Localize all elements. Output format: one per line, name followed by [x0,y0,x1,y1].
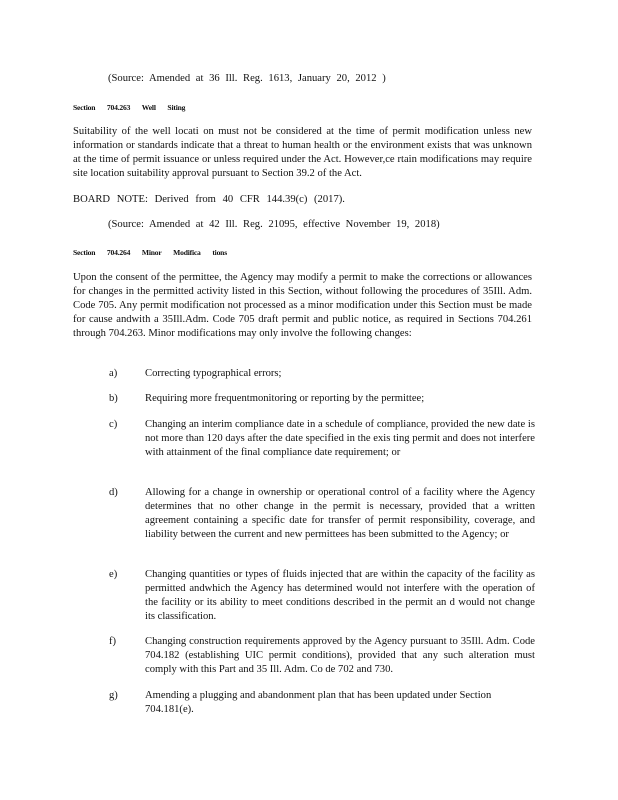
source-note-2: (Source: Amended at 42 Ill. Reg. 21095, effective November 19, 2018) [108,219,440,230]
list-item-label: g) [109,690,118,701]
section-title: Minor Modifica tions [141,248,227,257]
source-note-1: (Source: Amended at 36 Ill. Reg. 1613, January 20, 2012 ) [108,73,386,84]
list-item-text: Changing quantities or types of fluids injected that are within the capacity of the facility as permitted andwhich the Agency has determined would not interfere with the operation of the facility or its ability to meet conditions described in the permit an d would not change its classification. [145,569,535,622]
list-item-text: Requiring more frequentmonitoring or reporting by the permittee; [145,393,425,404]
section-title: Well Siting [141,103,186,112]
section-704-264-body: Upon the consent of the permittee, the Agency may modify a permit to make the corrections or allowances for changes in the permitted activity listed in this Section, without following the procedures of 35Ill. Adm. Code 705. Any permit modification not processed as a minor modification under this Section must be made for cause andwith a 35Ill.Adm. Code 705 draft permit and public notice, as required in Sections 704.261 through 704.263. Minor modifications may only involve the following changes: [73,272,532,339]
list-item-label: f) [109,636,117,647]
list-item-label: a) [109,368,118,379]
list-item-label: c) [109,419,118,430]
board-note: BOARD NOTE: Derived from 40 CFR 144.39(c) (2017). [73,194,345,205]
list-item-label: b) [109,393,118,404]
list-item-text: Allowing for a change in ownership or operational control of a facility where the Agency determines that no other change in the permit is necessary, provided that a written agreement containing a specific date for transfer of permit responsibility, coverage, and liability between the current and new permittees has been submitted to the Agency; or [145,487,535,540]
section-704-263-body: Suitability of the well locati on must not be considered at the time of permit modification unless new information or standards indicate that a threat to human health or the environment exists that was unknown at the time of permit issuance or unless required under the Act. However,ce rtain modifications may require site location suitability approval pursuant to Section 39.2 of the Act. [73,126,532,179]
list-item-text: Amending a plugging and abandonment plan that has been updated under Section 704.181(e). [145,690,492,715]
section-number: Section 704.263 [73,103,131,112]
list-item-label: d) [109,487,118,498]
list-item-text: Changing an interim compliance date in a schedule of compliance, provided the new date is not more than 120 days after the date specified in the exis ting permit and does not interfere with attainment of the final compliance date requirement; or [145,419,535,458]
list-item-label: e) [109,569,118,580]
list-item-text: Changing construction requirements approved by the Agency pursuant to 35Ill. Adm. Code 704.182 (establishing UIC permit conditions), provided that any such alteration must comply with this Part and 35 Ill. Adm. Co de 702 and 730. [145,636,535,675]
list-item-text: Correcting typographical errors; [145,368,282,379]
section-number: Section 704.264 [73,248,131,257]
section-heading-704-264 [73,246,227,260]
section-heading-704-263 [73,101,185,115]
